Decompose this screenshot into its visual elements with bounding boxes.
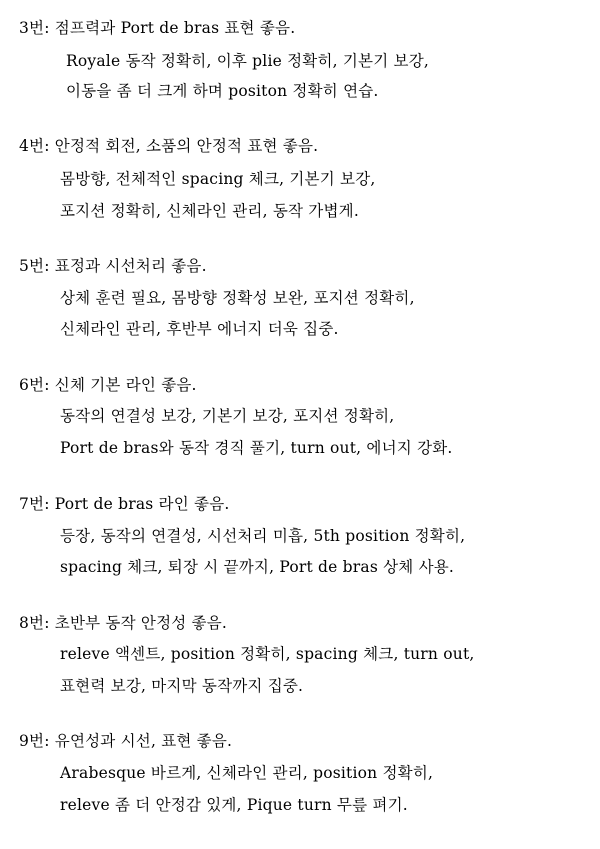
note-3-heading: 3번: 점프력과 Port de bras 표현 좋음. [19,19,296,37]
note-3-line-1: Royale 동작 정확히, 이후 plie 정확히, 기본기 보강, [66,52,430,70]
note-5-line-1: 상체 훈련 필요, 몸방향 정확성 보완, 포지션 정확히, [60,289,415,307]
note-4-line-2: 포지션 정확히, 신체라인 관리, 동작 가볍게. [60,202,359,220]
note-6-line-2: Port de bras와 동작 경직 풀기, turn out, 에너지 강화. [60,439,453,457]
note-6-heading: 6번: 신체 기본 라인 좋음. [19,376,197,394]
note-5-heading: 5번: 표정과 시선처리 좋음. [19,257,207,275]
note-6-line-1: 동작의 연결성 보강, 기본기 보강, 포지션 정확히, [60,407,395,425]
note-8-line-2: 표현력 보강, 마지막 동작까지 집중. [60,677,304,695]
note-9-line-2: releve 좀 더 안정감 있게, Pique turn 무릎 펴기. [60,796,408,814]
note-4-heading: 4번: 안정적 회전, 소품의 안정적 표현 좋음. [19,137,319,155]
note-3-line-2: 이동을 좀 더 크게 하며 positon 정확히 연습. [66,82,379,100]
note-7-line-2: spacing 체크, 퇴장 시 끝까지, Port de bras 상체 사용. [60,558,455,576]
note-4-line-1: 몸방향, 전체적인 spacing 체크, 기본기 보강, [60,170,376,188]
note-5-line-2: 신체라인 관리, 후반부 에너지 더욱 집중. [60,320,339,338]
note-9-heading: 9번: 유연성과 시선, 표현 좋음. [19,732,233,750]
note-8-heading: 8번: 초반부 동작 안정성 좋음. [19,614,228,632]
note-9-line-1: Arabesque 바르게, 신체라인 관리, position 정확히, [60,764,434,782]
note-8-line-1: releve 액센트, position 정확히, spacing 체크, turn out, [60,645,475,663]
note-7-heading: 7번: Port de bras 라인 좋음. [19,495,230,513]
note-7-line-1: 등장, 동작의 연결성, 시선처리 미흡, 5th position 정확히, [60,527,466,545]
